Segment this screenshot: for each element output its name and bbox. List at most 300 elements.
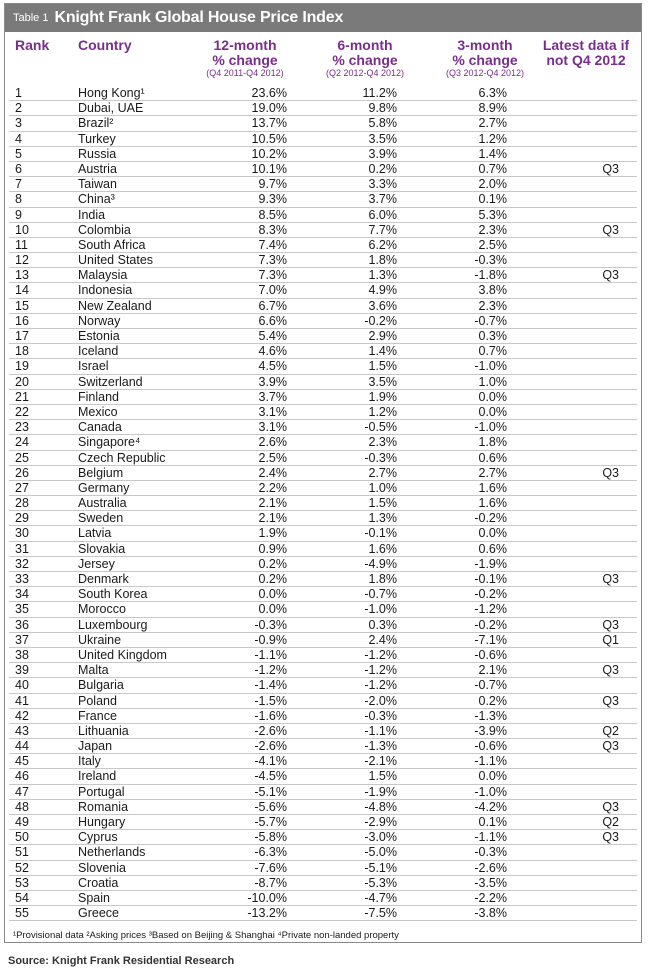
table-row <box>9 132 637 147</box>
cell-rank: 1 <box>15 86 22 100</box>
cell-12-month-change: -4.1% <box>254 754 287 769</box>
cell-6-month-change: 0.3% <box>368 617 397 632</box>
cell-12-month-change: 7.4% <box>258 237 287 252</box>
cell-12-month-change: 8.3% <box>258 222 287 237</box>
cell-country: Greece <box>78 906 119 921</box>
cell-12-month-change: 19.0% <box>251 101 287 116</box>
cell-12-month-change: 1.9% <box>258 526 287 541</box>
cell-6-month-change: -7.5% <box>364 906 397 921</box>
cell-country: Slovenia <box>78 860 126 875</box>
cell-latest-data: Q1 <box>602 632 619 647</box>
table-row <box>9 375 637 390</box>
cell-6-month-change: -0.3% <box>364 450 397 465</box>
cell-country: Israel <box>78 359 109 374</box>
header-3-month-period: (Q3 2012-Q4 2012) <box>445 68 525 78</box>
table-row <box>9 709 637 724</box>
cell-12-month-change: 2.1% <box>258 511 287 526</box>
header-6-month-period: (Q2 2012-Q4 2012) <box>325 68 405 78</box>
cell-6-month-change: 3.5% <box>368 131 397 146</box>
table-row <box>9 496 637 511</box>
cell-3-month-change: -3.9% <box>474 723 507 738</box>
cell-3-month-change: 0.0% <box>478 389 507 404</box>
cell-latest-data: Q3 <box>602 830 619 845</box>
cell-country: Colombia <box>78 222 131 237</box>
cell-3-month-change: -4.2% <box>474 799 507 814</box>
cell-6-month-change: 3.6% <box>368 298 397 313</box>
header-6-month <box>305 38 425 79</box>
cell-country: Mexico <box>78 404 118 419</box>
cell-3-month-change: 0.7% <box>478 161 507 176</box>
cell-12-month-change: 13.7% <box>251 116 287 131</box>
cell-3-month-change: -1.1% <box>474 754 507 769</box>
table-row <box>9 618 637 633</box>
cell-6-month-change: -1.2% <box>364 678 397 693</box>
cell-12-month-change: -7.6% <box>254 860 287 875</box>
cell-rank: 31 <box>15 541 29 556</box>
source-note: Source: Knight Frank Residential Research <box>8 955 235 967</box>
cell-3-month-change: 2.5% <box>478 237 507 252</box>
cell-12-month-change: 6.6% <box>258 313 287 328</box>
cell-6-month-change: 0.2% <box>368 161 397 176</box>
cell-3-month-change: -1.1% <box>474 830 507 845</box>
cell-6-month-change: 2.4% <box>368 632 397 647</box>
header-6-month-line1: 6-month <box>337 37 393 53</box>
cell-rank: 46 <box>15 769 29 784</box>
cell-12-month-change: -6.3% <box>254 845 287 860</box>
cell-6-month-change: -5.0% <box>364 845 397 860</box>
cell-6-month-change: 1.2% <box>368 404 397 419</box>
table-row <box>9 405 637 420</box>
cell-12-month-change: -0.3% <box>254 617 287 632</box>
cell-rank: 42 <box>15 708 29 723</box>
cell-rank: 40 <box>15 678 29 693</box>
table-row <box>9 344 637 359</box>
header-latest-line2: not Q4 2012 <box>546 52 626 68</box>
table-row <box>9 192 637 207</box>
cell-rank: 4 <box>15 131 22 146</box>
cell-3-month-change: -0.7% <box>474 313 507 328</box>
cell-6-month-change: -0.2% <box>364 313 397 328</box>
cell-3-month-change: -1.2% <box>474 602 507 617</box>
table-row <box>9 785 637 800</box>
cell-latest-data: Q3 <box>602 572 619 586</box>
cell-12-month-change: 9.7% <box>258 177 287 192</box>
header-12-month <box>185 38 305 79</box>
cell-3-month-change: -3.5% <box>474 875 507 890</box>
cell-12-month-change: 7.3% <box>258 268 287 283</box>
cell-3-month-change: 0.7% <box>478 344 507 359</box>
table-row <box>9 238 637 253</box>
cell-6-month-change: -1.3% <box>364 739 397 754</box>
cell-6-month-change: -1.2% <box>364 663 397 678</box>
cell-3-month-change: -0.6% <box>474 647 507 662</box>
cell-rank: 16 <box>15 313 29 328</box>
cell-6-month-change: -0.7% <box>364 587 397 602</box>
cell-latest-data: Q3 <box>602 739 619 754</box>
cell-latest-data: Q3 <box>602 161 619 176</box>
cell-6-month-change: -0.5% <box>364 420 397 435</box>
table-row <box>9 724 637 739</box>
cell-3-month-change: -2.6% <box>474 860 507 875</box>
table-row <box>9 891 637 906</box>
cell-country: Ireland <box>78 769 117 784</box>
cell-3-month-change: -0.2% <box>474 617 507 632</box>
cell-3-month-change: 1.6% <box>478 496 507 511</box>
cell-12-month-change: -10.0% <box>247 890 287 905</box>
cell-6-month-change: -2.1% <box>364 754 397 769</box>
cell-12-month-change: -1.2% <box>254 663 287 678</box>
cell-12-month-change: 10.2% <box>251 146 287 161</box>
cell-country: Lithuania <box>78 723 129 738</box>
header-12-month-period: (Q4 2011-Q4 2012) <box>206 68 284 78</box>
cell-3-month-change: -3.8% <box>474 906 507 921</box>
cell-rank: 5 <box>15 146 22 161</box>
cell-country: Switzerland <box>78 374 143 389</box>
footnote: ¹Provisional data ²Asking prices ³Based on Beijing & Shanghai ⁴Private non-landed property <box>13 930 399 941</box>
cell-12-month-change: 0.0% <box>258 602 287 617</box>
cell-12-month-change: 2.5% <box>258 450 287 465</box>
cell-6-month-change: 3.9% <box>368 146 397 161</box>
table-row <box>9 116 637 131</box>
cell-country: New Zealand <box>78 298 152 313</box>
table-row <box>9 800 637 815</box>
cell-rank: 55 <box>15 906 29 921</box>
cell-rank: 9 <box>15 207 22 222</box>
table-row <box>9 359 637 374</box>
table-row <box>9 466 637 481</box>
cell-6-month-change: 11.2% <box>362 86 397 100</box>
table-row <box>9 526 637 541</box>
cell-12-month-change: 3.1% <box>258 420 287 435</box>
cell-6-month-change: -4.8% <box>364 799 397 814</box>
cell-3-month-change: 0.0% <box>478 404 507 419</box>
header-country: Country <box>78 37 132 53</box>
cell-rank: 19 <box>15 359 29 374</box>
cell-rank: 8 <box>15 192 22 207</box>
cell-6-month-change: 2.9% <box>368 329 397 343</box>
cell-latest-data: Q3 <box>602 799 619 814</box>
table-row <box>9 769 637 784</box>
cell-rank: 25 <box>15 450 29 465</box>
cell-12-month-change: -5.8% <box>254 830 287 845</box>
table-row <box>9 162 637 177</box>
price-index-table <box>4 3 642 943</box>
cell-rank: 13 <box>15 268 29 283</box>
cell-3-month-change: 0.0% <box>478 526 507 541</box>
cell-6-month-change: 7.7% <box>368 222 397 237</box>
cell-3-month-change: 0.3% <box>478 329 507 343</box>
cell-country: Hong Kong¹ <box>78 86 145 100</box>
cell-3-month-change: 0.6% <box>478 450 507 465</box>
cell-country: Taiwan <box>78 177 117 192</box>
header-3-month-line1: 3-month <box>457 37 513 53</box>
cell-6-month-change: -0.1% <box>364 526 397 541</box>
table-row <box>9 572 637 587</box>
cell-12-month-change: 3.9% <box>258 374 287 389</box>
cell-12-month-change: 2.2% <box>258 480 287 495</box>
cell-12-month-change: 4.5% <box>258 359 287 374</box>
cell-3-month-change: -0.7% <box>474 678 507 693</box>
cell-3-month-change: -1.3% <box>474 708 507 723</box>
cell-rank: 48 <box>15 799 29 814</box>
cell-12-month-change: 3.7% <box>258 389 287 404</box>
cell-6-month-change: 1.5% <box>368 359 397 374</box>
cell-6-month-change: 1.8% <box>368 572 397 586</box>
table-row <box>9 86 637 101</box>
cell-12-month-change: -4.5% <box>254 769 287 784</box>
table-row <box>9 253 637 268</box>
cell-6-month-change: 1.8% <box>368 253 397 268</box>
cell-country: Finland <box>78 389 119 404</box>
table-row <box>9 845 637 860</box>
cell-3-month-change: 1.8% <box>478 435 507 450</box>
header-6-month-line2: % change <box>332 52 398 68</box>
cell-12-month-change: 3.1% <box>258 404 287 419</box>
cell-6-month-change: -0.3% <box>364 708 397 723</box>
cell-country: France <box>78 708 117 723</box>
cell-6-month-change: 1.6% <box>368 541 397 556</box>
table-row <box>9 283 637 298</box>
cell-rank: 7 <box>15 177 22 192</box>
cell-12-month-change: 2.4% <box>258 465 287 480</box>
table-row <box>9 557 637 572</box>
cell-12-month-change: 5.4% <box>258 329 287 343</box>
cell-country: Poland <box>78 693 117 708</box>
cell-6-month-change: 5.8% <box>368 116 397 131</box>
cell-3-month-change: 1.0% <box>478 374 507 389</box>
cell-3-month-change: -1.0% <box>474 784 507 799</box>
table-title-bar <box>5 4 641 32</box>
table-row <box>9 876 637 891</box>
cell-3-month-change: 2.7% <box>478 116 507 131</box>
cell-3-month-change: -0.6% <box>474 739 507 754</box>
cell-6-month-change: -1.0% <box>364 602 397 617</box>
cell-country: Latvia <box>78 526 112 541</box>
cell-3-month-change: -0.2% <box>474 511 507 526</box>
cell-country: Cyprus <box>78 830 118 845</box>
cell-country: Spain <box>78 890 110 905</box>
cell-6-month-change: 3.3% <box>368 177 397 192</box>
cell-country: Iceland <box>78 344 119 359</box>
cell-6-month-change: -2.9% <box>364 815 397 829</box>
cell-country: Malaysia <box>78 268 128 283</box>
cell-12-month-change: -2.6% <box>254 739 287 754</box>
cell-12-month-change: -5.1% <box>254 784 287 799</box>
table-body <box>5 86 641 921</box>
header-3-month-line2: % change <box>452 52 518 68</box>
cell-country: Romania <box>78 799 129 814</box>
cell-rank: 38 <box>15 647 29 662</box>
cell-3-month-change: -7.1% <box>474 632 507 647</box>
table-row <box>9 147 637 162</box>
cell-6-month-change: 1.3% <box>368 268 397 283</box>
cell-rank: 14 <box>15 283 29 298</box>
cell-3-month-change: 2.7% <box>478 465 507 480</box>
cell-country: Russia <box>78 146 117 161</box>
cell-country: Czech Republic <box>78 450 166 465</box>
cell-6-month-change: 2.3% <box>368 435 397 450</box>
cell-rank: 32 <box>15 556 29 571</box>
cell-6-month-change: -1.2% <box>364 647 397 662</box>
cell-latest-data: Q2 <box>602 723 619 738</box>
cell-rank: 2 <box>15 101 22 116</box>
cell-rank: 24 <box>15 435 29 450</box>
cell-12-month-change: -1.6% <box>254 708 287 723</box>
cell-country: Canada <box>78 420 122 435</box>
cell-6-month-change: -1.9% <box>364 784 397 799</box>
cell-rank: 33 <box>15 572 29 586</box>
cell-country: Brazil² <box>78 116 114 131</box>
cell-6-month-change: 6.2% <box>368 237 397 252</box>
cell-rank: 3 <box>15 116 22 131</box>
cell-12-month-change: 7.0% <box>258 283 287 298</box>
table-row <box>9 177 637 192</box>
table-row <box>9 101 637 116</box>
table-row <box>9 223 637 238</box>
cell-rank: 27 <box>15 480 29 495</box>
cell-country: United Kingdom <box>78 647 167 662</box>
cell-3-month-change: -1.9% <box>474 556 507 571</box>
table-row <box>9 208 637 223</box>
cell-latest-data: Q2 <box>602 815 619 829</box>
cell-rank: 39 <box>15 663 29 678</box>
cell-12-month-change: 6.7% <box>258 298 287 313</box>
cell-country: Morocco <box>78 602 126 617</box>
cell-6-month-change: 1.5% <box>368 496 397 511</box>
cell-country: Germany <box>78 480 130 495</box>
cell-12-month-change: -2.6% <box>254 723 287 738</box>
header-rank: Rank <box>15 37 50 53</box>
table-row <box>9 906 637 921</box>
cell-latest-data: Q3 <box>602 617 619 632</box>
cell-country: Estonia <box>78 329 120 343</box>
cell-latest-data: Q3 <box>602 663 619 678</box>
cell-rank: 6 <box>15 161 22 176</box>
cell-rank: 12 <box>15 253 29 268</box>
cell-3-month-change: -1.0% <box>474 359 507 374</box>
cell-12-month-change: -1.4% <box>254 678 287 693</box>
cell-12-month-change: 0.0% <box>258 587 287 602</box>
cell-latest-data: Q3 <box>602 465 619 480</box>
cell-12-month-change: 10.1% <box>251 161 287 176</box>
cell-rank: 17 <box>15 329 29 343</box>
cell-country: Portugal <box>78 784 125 799</box>
table-row <box>9 633 637 648</box>
cell-12-month-change: 4.6% <box>258 344 287 359</box>
table-row <box>9 314 637 329</box>
cell-12-month-change: -5.6% <box>254 799 287 814</box>
cell-12-month-change: 0.2% <box>258 556 287 571</box>
header-12-month-line1: 12-month <box>213 37 277 53</box>
cell-3-month-change: -0.1% <box>474 572 507 586</box>
cell-12-month-change: -0.9% <box>254 632 287 647</box>
cell-rank: 53 <box>15 875 29 890</box>
cell-country: Austria <box>78 161 117 176</box>
cell-latest-data: Q3 <box>602 222 619 237</box>
table-row <box>9 435 637 450</box>
table-row <box>9 861 637 876</box>
table-row <box>9 268 637 283</box>
cell-3-month-change: 2.1% <box>478 663 507 678</box>
cell-3-month-change: 0.1% <box>478 815 507 829</box>
cell-6-month-change: -5.3% <box>364 875 397 890</box>
cell-3-month-change: 2.0% <box>478 177 507 192</box>
cell-rank: 22 <box>15 404 29 419</box>
cell-3-month-change: 2.3% <box>478 298 507 313</box>
cell-rank: 10 <box>15 222 29 237</box>
cell-6-month-change: 1.3% <box>368 511 397 526</box>
cell-6-month-change: 3.7% <box>368 192 397 207</box>
header-latest-line1: Latest data if <box>542 37 630 53</box>
table-row <box>9 830 637 845</box>
cell-12-month-change: 0.9% <box>258 541 287 556</box>
cell-12-month-change: 0.2% <box>258 572 287 586</box>
table-row <box>9 329 637 344</box>
cell-country: Singapore⁴ <box>78 435 141 450</box>
cell-3-month-change: 0.1% <box>478 192 507 207</box>
cell-rank: 52 <box>15 860 29 875</box>
table-row <box>9 602 637 617</box>
cell-6-month-change: 9.8% <box>368 101 397 116</box>
cell-rank: 15 <box>15 298 29 313</box>
table-row <box>9 390 637 405</box>
cell-rank: 41 <box>15 693 29 708</box>
cell-country: Indonesia <box>78 283 133 298</box>
cell-country: Netherlands <box>78 845 146 860</box>
table-row <box>9 648 637 663</box>
cell-12-month-change: 9.3% <box>258 192 287 207</box>
cell-3-month-change: 0.2% <box>478 693 507 708</box>
cell-country: Japan <box>78 739 113 754</box>
cell-rank: 44 <box>15 739 29 754</box>
cell-country: Slovakia <box>78 541 126 556</box>
cell-6-month-change: 1.4% <box>368 344 397 359</box>
cell-country: Ukraine <box>78 632 122 647</box>
cell-rank: 47 <box>15 784 29 799</box>
table-row <box>9 451 637 466</box>
cell-latest-data: Q3 <box>602 268 619 283</box>
cell-rank: 43 <box>15 723 29 738</box>
cell-12-month-change: 2.1% <box>258 496 287 511</box>
table-label: Table 1 <box>13 12 49 24</box>
cell-country: Belgium <box>78 465 124 480</box>
cell-12-month-change: -1.5% <box>254 693 287 708</box>
cell-3-month-change: 1.4% <box>478 146 507 161</box>
header-3-month <box>425 38 545 79</box>
cell-3-month-change: -2.2% <box>474 890 507 905</box>
cell-rank: 29 <box>15 511 29 526</box>
column-headers <box>5 32 641 86</box>
cell-12-month-change: -13.2% <box>247 906 287 921</box>
cell-6-month-change: -1.1% <box>364 723 397 738</box>
table-row <box>9 754 637 769</box>
cell-rank: 18 <box>15 344 29 359</box>
cell-country: India <box>78 207 106 222</box>
table-title: Knight Frank Global House Price Index <box>54 9 344 26</box>
cell-6-month-change: 1.9% <box>368 389 397 404</box>
table-row <box>9 815 637 830</box>
cell-rank: 51 <box>15 845 29 860</box>
header-latest-data <box>531 38 641 68</box>
table-row <box>9 511 637 526</box>
cell-3-month-change: 5.3% <box>478 207 507 222</box>
cell-12-month-change: 23.6% <box>251 86 287 100</box>
cell-rank: 45 <box>15 754 29 769</box>
cell-6-month-change: -3.0% <box>364 830 397 845</box>
cell-rank: 54 <box>15 890 29 905</box>
table-row <box>9 739 637 754</box>
cell-country: Sweden <box>78 511 124 526</box>
